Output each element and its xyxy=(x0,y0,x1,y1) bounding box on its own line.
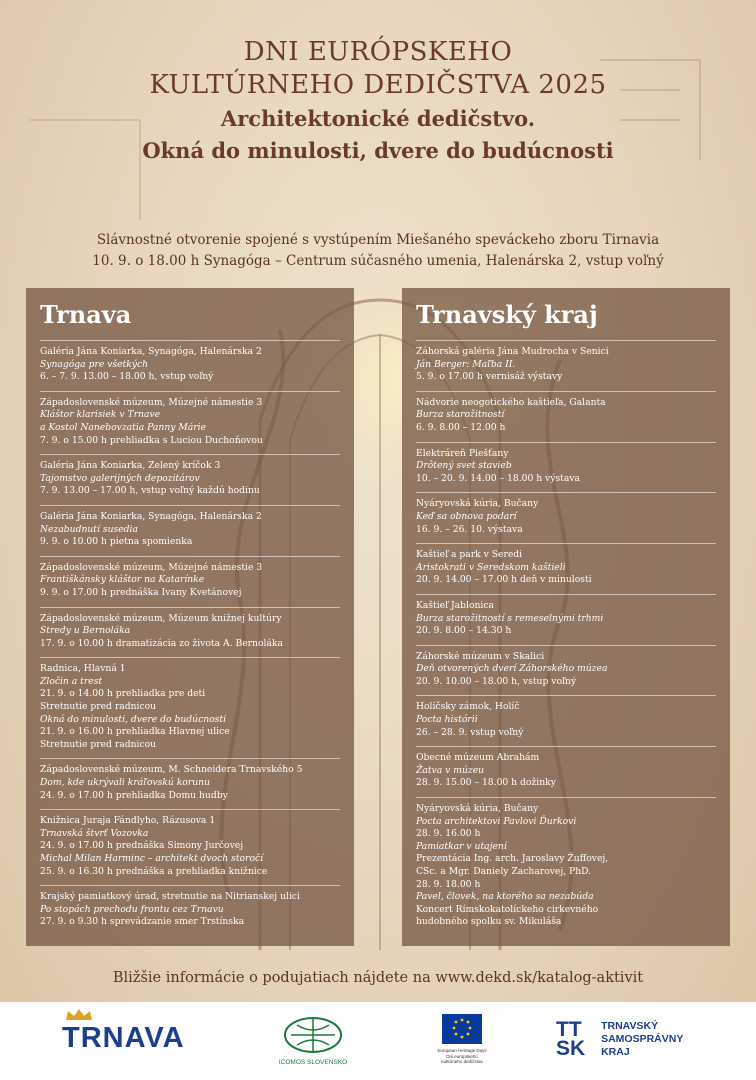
ttsk-line-3: KRAJ xyxy=(601,1046,630,1058)
event-detail: 16. 9. – 26. 10. výstava xyxy=(416,523,523,535)
event-detail: Radnica, Hlavná 1 xyxy=(40,663,126,675)
european-heritage-days-logo xyxy=(437,1014,487,1065)
opening-line-1: Slávnostné otvorenie spojené s vystúpením Miešaného speváckeho zboru Tirnavia xyxy=(96,232,660,248)
ehd-line-2: Dni európskeho xyxy=(446,1053,478,1059)
event-item xyxy=(40,505,340,556)
trnavsky-kraj-panel xyxy=(402,288,730,946)
event-detail: Nyáryovská kúria, Bučany xyxy=(416,803,539,815)
event-title: Deň otvorených dverí Záhorského múzea xyxy=(416,663,608,675)
eu-flag-icon xyxy=(442,1014,482,1044)
event-item xyxy=(40,758,340,809)
event-item xyxy=(416,797,716,936)
event-detail: 5. 9. o 17.00 h vernisáž výstavy xyxy=(416,371,563,383)
event-detail: 7. 9. o 15.00 h prehliadka s Luciou Duchoňovou xyxy=(40,434,263,446)
ttsk-mark xyxy=(556,1020,592,1058)
trnava-panel xyxy=(26,288,354,946)
event-detail: 20. 9. 8.00 – 14.30 h xyxy=(416,625,512,637)
event-detail: Nádvorie neogotického kaštieľa, Galanta xyxy=(416,396,606,408)
event-detail: 25. 9. o 16.30 h prednáška a prehliadka knižnice xyxy=(40,865,268,877)
event-detail: Obecné múzeum Abrahám xyxy=(416,752,540,764)
event-detail: Galéria Jána Koniarka, Zelený kríčok 3 xyxy=(40,460,221,472)
opening-ceremony xyxy=(0,230,756,272)
event-item xyxy=(416,492,716,543)
event-title: Synagóga pre všetkých xyxy=(40,358,149,370)
event-detail: 9. 9. o 10.00 h pietna spomienka xyxy=(40,536,193,548)
ttsk-text xyxy=(601,1020,683,1059)
event-item xyxy=(40,809,340,885)
event-item xyxy=(40,340,340,391)
event-item xyxy=(40,454,340,505)
event-list xyxy=(416,340,716,936)
ttsk-line-2: SAMOSPRÁVNY xyxy=(601,1033,684,1045)
event-item xyxy=(416,645,716,696)
event-title: Aristokrati v Seredskom kaštieli xyxy=(416,561,566,573)
partner-logos xyxy=(0,1002,756,1080)
event-detail: 9. 9. o 17.00 h prednáška Ivany Kvetánovej xyxy=(40,586,242,598)
event-title: Ján Berger: Maľba II. xyxy=(416,358,516,370)
ehd-line-3: kultúrneho dedičstva xyxy=(441,1059,483,1064)
event-item xyxy=(40,556,340,607)
event-detail: 7. 9. 13.00 – 17.00 h, vstup voľný každú hodinu xyxy=(40,485,260,497)
header xyxy=(0,36,756,166)
event-item xyxy=(416,594,716,645)
event-title: Keď sa obnova podarí xyxy=(416,510,517,522)
event-title: Žatva v múzeu xyxy=(416,764,485,776)
trnava-logo xyxy=(62,1022,185,1055)
event-detail: hudobného spolku sv. Mikuláša xyxy=(416,916,562,928)
icomos-logo-text: ICOMOS SLOVENSKO xyxy=(278,1059,348,1066)
event-title: Michal Milan Harminc – architekt dvoch storočí xyxy=(40,853,264,864)
subtitle-line-2: Okná do minulosti, dvere do budúcnosti xyxy=(142,138,614,163)
event-detail: Koncert Rímskokatolíckeho cirkevného xyxy=(416,903,599,915)
event-title: Po stopách prechodu frontu cez Trnavu xyxy=(40,903,224,915)
event-title: Burza starožitností s remeselnými trhmi xyxy=(416,612,604,624)
event-title: Stredy u Bernoláka xyxy=(40,625,131,637)
event-detail: Stretnutie pred radnicou xyxy=(40,701,157,713)
event-item xyxy=(416,391,716,442)
event-title: Pocta architektovi Pavlovi Ďurkovi xyxy=(416,815,577,827)
icomos-logo xyxy=(268,1016,358,1066)
event-detail: 21. 9. o 16.00 h prehliadka Hlavnej ulice xyxy=(40,726,230,738)
event-detail: Západoslovenské múzeum, Múzeum knižnej kultúry xyxy=(40,612,282,624)
panel-title: Trnavský kraj xyxy=(416,300,598,329)
event-detail: Galéria Jána Koniarka, Synagóga, Halenárska 2 xyxy=(40,510,262,522)
event-detail: Záhorská galéria Jána Mudrocha v Senici xyxy=(416,346,609,357)
event-detail: 6. 9. 8.00 – 12.00 h xyxy=(416,421,506,433)
panel-title: Trnava xyxy=(40,300,132,329)
ttsk-logo xyxy=(556,1020,683,1059)
event-item xyxy=(40,391,340,454)
event-detail: 21. 9. o 14.00 h prehliadka pre deti xyxy=(40,688,206,700)
event-detail: Nyáryovská kúria, Bučany xyxy=(416,498,539,510)
more-info-note: Bližšie informácie o podujatiach nájdete na www.dekd.sk/katalog-aktivit xyxy=(112,970,644,986)
event-detail: Knižnica Juraja Fándlyho, Rázusova 1 xyxy=(40,815,216,827)
event-title: Zločin a trest xyxy=(40,675,103,687)
event-title: Drôtený svet stavieb xyxy=(416,460,512,472)
event-detail: 17. 9. o 10.00 h dramatizácia zo života A. Bernoláka xyxy=(40,637,283,649)
ttsk-line-1: TRNAVSKÝ xyxy=(601,1020,659,1032)
event-title: Okná do minulosti, dvere do budúcnosti xyxy=(40,713,227,725)
event-detail: Západoslovenské múzeum, Múzejné námestie 3 xyxy=(40,561,263,573)
event-detail: Elektráreň Piešťany xyxy=(416,447,509,459)
event-title: Dom, kde ukrývali kráľovskú korunu xyxy=(40,777,210,789)
ttsk-mark-line-2: SK xyxy=(556,1037,586,1060)
event-item xyxy=(416,543,716,594)
event-title: Tajomstvo galerijných depozitárov xyxy=(40,472,200,484)
event-item xyxy=(416,695,716,746)
event-item xyxy=(40,885,340,936)
opening-line-2: 10. 9. o 18.00 h Synagóga – Centrum súčasného umenia, Halenárska 2, vstup voľný xyxy=(92,253,664,269)
title-line-1: DNI EURÓPSKEHO xyxy=(243,37,513,67)
event-item xyxy=(416,442,716,493)
event-item xyxy=(416,746,716,797)
title-line-2: KULTÚRNEHO DEDIČSTVA 2025 xyxy=(149,70,607,100)
event-detail: Záhorské múzeum v Skalici xyxy=(416,650,545,662)
event-detail: 28. 9. 15.00 – 18.00 h dožinky xyxy=(416,777,556,789)
event-title: Františkánsky kláštor na Katarínke xyxy=(40,574,205,586)
event-title: Kláštor klarisiek v Trnave xyxy=(40,409,161,421)
event-title: Nezabudnutí susedia xyxy=(40,523,138,535)
event-item xyxy=(40,657,340,758)
event-title: Pavel, človek, na ktorého sa nezabúda xyxy=(416,891,594,903)
event-detail: CSc. a Mgr. Daniely Zacharovej, PhD. xyxy=(416,866,592,877)
subtitle-line-1: Architektonické dedičstvo. xyxy=(220,106,536,131)
event-title: Pamiatkar v utajení xyxy=(416,840,507,852)
event-detail: 24. 9. o 17.00 h prehliadka Domu hudby xyxy=(40,789,228,801)
event-detail: 20. 9. 10.00 – 18.00 h, vstup voľný xyxy=(416,675,577,687)
event-detail: 26. – 28. 9. vstup voľný xyxy=(416,726,524,738)
event-title: Pocta histórii xyxy=(416,714,478,726)
event-detail: Holíčsky zámok, Holíč xyxy=(416,701,520,713)
event-detail: 20. 9. 14.00 – 17.00 h deň v minulosti xyxy=(416,574,592,586)
event-detail: Kaštieľ Jablonica xyxy=(416,599,494,611)
crown-icon xyxy=(64,1008,94,1022)
event-item xyxy=(416,340,716,391)
event-detail: Prezentácia Ing. arch. Jaroslavy Žuffovej, xyxy=(416,853,609,865)
event-list xyxy=(40,340,340,936)
event-detail: Západoslovenské múzeum, M. Schneidera Trnavského 5 xyxy=(40,764,303,776)
icomos-emblem-icon xyxy=(283,1016,343,1054)
event-detail: 24. 9. o 17.00 h prednáška Simony Jurčovej xyxy=(40,840,244,852)
event-detail: Stretnutie pred radnicou xyxy=(40,738,157,750)
trnava-logo-text: TRNAVA xyxy=(62,1022,185,1054)
event-detail: Galéria Jána Koniarka, Synagóga, Halenárska 2 xyxy=(40,346,262,357)
event-detail: 27. 9. o 9.30 h sprevádzanie smer Trstínska xyxy=(40,916,245,928)
event-detail: 28. 9. 16.00 h xyxy=(416,828,481,840)
ehd-line-1: European Heritage Days xyxy=(437,1048,487,1053)
event-title: Burza starožitností xyxy=(416,409,505,421)
event-item xyxy=(40,607,340,658)
event-detail: Západoslovenské múzeum, Múzejné námestie 3 xyxy=(40,396,263,408)
event-detail: 10. – 20. 9. 14.00 – 18.00 h výstava xyxy=(416,472,580,484)
event-detail: Kaštieľ a park v Seredi xyxy=(416,549,523,561)
ttsk-mark-line-1: TT xyxy=(556,1018,582,1041)
event-detail: 28. 9. 18.00 h xyxy=(416,878,481,890)
event-detail: Krajský pamiatkový úrad, stretnutie na Nitrianskej ulici xyxy=(40,891,300,903)
event-title: Trnavská štvrť Vozovka xyxy=(40,827,149,839)
event-title: a Kostol Nanebovzatia Panny Márie xyxy=(40,421,207,433)
event-detail: 6. – 7. 9. 13.00 – 18.00 h, vstup voľný xyxy=(40,371,214,383)
